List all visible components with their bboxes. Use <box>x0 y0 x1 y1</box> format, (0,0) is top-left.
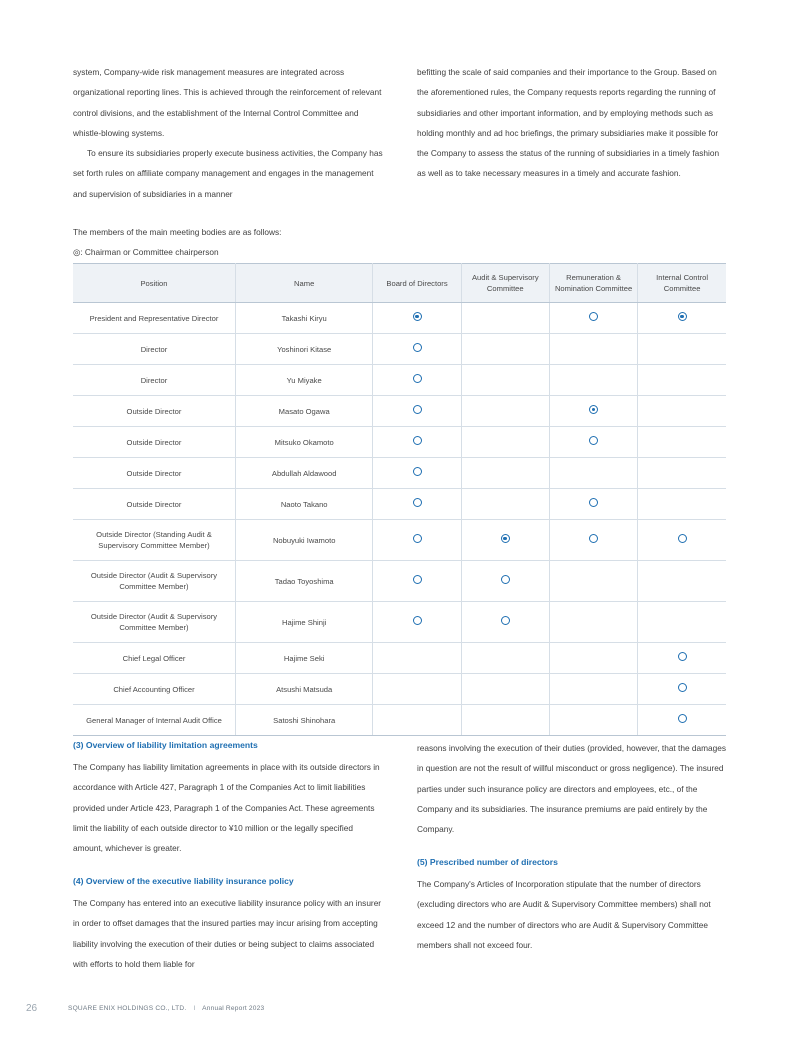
member-mark-icon <box>589 312 598 321</box>
empty-mark <box>501 343 510 352</box>
cell-name: Hajime Seki <box>235 643 372 674</box>
cell-internal-control-committee <box>638 489 726 520</box>
table-row <box>73 489 726 520</box>
cell-name: Nobuyuki Iwamoto <box>235 520 372 561</box>
cell-position: Director <box>73 334 235 365</box>
cell-name: Tadao Toyoshima <box>235 561 372 602</box>
member-mark-icon <box>413 616 422 625</box>
empty-mark <box>589 616 598 625</box>
cell-internal-control-committee <box>638 561 726 602</box>
table-row <box>73 602 726 643</box>
empty-mark <box>501 467 510 476</box>
member-mark-icon <box>413 436 422 445</box>
cell-remuneration-nomination-committee <box>549 365 637 396</box>
cell-audit-supervisory-committee <box>461 334 549 365</box>
member-mark-icon <box>589 498 598 507</box>
cell-position: Outside Director <box>73 489 235 520</box>
empty-mark <box>589 343 598 352</box>
member-mark-icon <box>413 374 422 383</box>
member-mark-icon <box>678 534 687 543</box>
cell-remuneration-nomination-committee <box>549 334 637 365</box>
cell-position: Outside Director (Audit & Supervisory Committee Member) <box>73 602 235 643</box>
member-mark-icon <box>413 343 422 352</box>
section-prescribed-number-of-directors <box>417 855 727 955</box>
paragraph: To ensure its subsidiaries properly execute business activities, the Company has set forth rules on affiliate company management and engages in the management and supervision of subsidiaries in a manner <box>73 148 383 199</box>
cell-audit-supervisory-committee <box>461 427 549 458</box>
table-row <box>73 643 726 674</box>
cell-position: Outside Director <box>73 427 235 458</box>
cell-board-of-directors <box>373 705 461 736</box>
empty-mark <box>413 652 422 661</box>
column-header-board-of-directors: Board of Directors <box>373 264 461 303</box>
empty-mark <box>678 343 687 352</box>
chairman-mark-icon <box>501 534 510 543</box>
empty-mark <box>589 374 598 383</box>
cell-audit-supervisory-committee <box>461 489 549 520</box>
cell-position: Outside Director (Standing Audit & Supervisory Committee Member) <box>73 520 235 561</box>
cell-position: Chief Accounting Officer <box>73 674 235 705</box>
cell-internal-control-committee <box>638 303 726 334</box>
cell-remuneration-nomination-committee <box>549 458 637 489</box>
cell-audit-supervisory-committee <box>461 303 549 334</box>
cell-remuneration-nomination-committee <box>549 674 637 705</box>
section-liability-limitation-agreements <box>73 738 383 858</box>
empty-mark <box>501 498 510 507</box>
footer-report: Annual Report 2023 <box>202 1005 265 1012</box>
cell-audit-supervisory-committee <box>461 561 549 602</box>
member-mark-icon <box>589 436 598 445</box>
section-heading: (4) Overview of the executive liability insurance policy <box>73 876 294 886</box>
member-mark-icon <box>678 683 687 692</box>
cell-position: General Manager of Internal Audit Office <box>73 705 235 736</box>
table-row <box>73 365 726 396</box>
footer-company: SQUARE ENIX HOLDINGS CO., LTD. <box>68 1005 187 1012</box>
cell-internal-control-committee <box>638 427 726 458</box>
cell-internal-control-committee <box>638 334 726 365</box>
cell-board-of-directors <box>373 643 461 674</box>
empty-mark <box>501 374 510 383</box>
footer-imprint <box>68 1005 264 1012</box>
section-body-continued: reasons involving the execution of their duties (provided, however, that the damages in question are not the result of willful misconduct or gross negligence). The insured parties under such insurance policy are directors and employees, etc., of the Company and its subsidiaries. The insurance premiums are paid entirely by the Company. <box>417 743 727 835</box>
cell-position: Outside Director <box>73 396 235 427</box>
cell-remuneration-nomination-committee <box>549 427 637 458</box>
table-intro <box>73 222 733 262</box>
cell-internal-control-committee <box>638 520 726 561</box>
empty-mark <box>413 714 422 723</box>
cell-remuneration-nomination-committee <box>549 489 637 520</box>
cell-name: Naoto Takano <box>235 489 372 520</box>
cell-remuneration-nomination-committee <box>549 705 637 736</box>
table-row <box>73 674 726 705</box>
column-header-name: Name <box>235 264 372 303</box>
cell-audit-supervisory-committee <box>461 674 549 705</box>
cell-board-of-directors <box>373 365 461 396</box>
cell-audit-supervisory-committee <box>461 705 549 736</box>
cell-name: Atsushi Matsuda <box>235 674 372 705</box>
member-mark-icon <box>678 652 687 661</box>
cell-internal-control-committee <box>638 643 726 674</box>
page-number: 26 <box>26 1003 38 1014</box>
cell-board-of-directors <box>373 520 461 561</box>
cell-internal-control-committee <box>638 396 726 427</box>
table-row <box>73 303 726 334</box>
paragraph: system, Company-wide risk management measures are integrated across organizational reporting lines. This is achieved through the reinforcement of relevant control divisions, and the establishment of the Internal Control Committee and whistle-blowing systems. <box>73 67 382 138</box>
cell-internal-control-committee <box>638 602 726 643</box>
column-header-remuneration-nomination-committee: Remuneration & Nomination Committee <box>549 264 637 303</box>
empty-mark <box>589 575 598 584</box>
table-row <box>73 520 726 561</box>
cell-name: Hajime Shinji <box>235 602 372 643</box>
top-right-column <box>417 62 727 184</box>
cell-name: Masato Ogawa <box>235 396 372 427</box>
table-legend: ◎: Chairman or Committee chairperson <box>73 247 219 257</box>
empty-mark <box>678 436 687 445</box>
chairman-mark-icon <box>678 312 687 321</box>
cell-remuneration-nomination-committee <box>549 520 637 561</box>
table-row <box>73 561 726 602</box>
empty-mark <box>501 436 510 445</box>
cell-position: Outside Director <box>73 458 235 489</box>
empty-mark <box>678 374 687 383</box>
section-executive-liability-insurance <box>73 874 383 974</box>
section-executive-liability-insurance-continued <box>417 738 727 839</box>
page-footer <box>0 1000 800 1041</box>
cell-name: Takashi Kiryu <box>235 303 372 334</box>
column-header-internal-control-committee: Internal Control Committee <box>638 264 726 303</box>
member-mark-icon <box>501 616 510 625</box>
cell-position: Director <box>73 365 235 396</box>
member-mark-icon <box>413 405 422 414</box>
cell-remuneration-nomination-committee <box>549 303 637 334</box>
cell-board-of-directors <box>373 396 461 427</box>
cell-internal-control-committee <box>638 365 726 396</box>
empty-mark <box>589 467 598 476</box>
column-header-audit-supervisory-committee: Audit & Supervisory Committee <box>461 264 549 303</box>
cell-audit-supervisory-committee <box>461 520 549 561</box>
cell-remuneration-nomination-committee <box>549 561 637 602</box>
empty-mark <box>501 652 510 661</box>
cell-audit-supervisory-committee <box>461 396 549 427</box>
cell-remuneration-nomination-committee <box>549 602 637 643</box>
footer-separator: I <box>193 1005 196 1012</box>
empty-mark <box>501 714 510 723</box>
chairman-mark-icon <box>413 312 422 321</box>
empty-mark <box>589 714 598 723</box>
empty-mark <box>678 467 687 476</box>
cell-board-of-directors <box>373 674 461 705</box>
empty-mark <box>589 652 598 661</box>
empty-mark <box>678 616 687 625</box>
paragraph: befitting the scale of said companies and their importance to the Group. Based on the aforementioned rules, the Company requests reports regarding the running of subsidiaries and other important information, and by employing methods such as holding monthly and ad hoc briefings, the primary subsidiaries make it possible for the Company to assess the status of the running of subsidiaries in a timely fashion as well as to take necessary measures in a timely and accurate fashion. <box>417 67 720 179</box>
section-body: The Company has liability limitation agreements in place with its outside directors in accordance with Article 427, Paragraph 1 of the Companies Act to limit liabilities provided under Article 423, Paragraph 1 of the Companies Act. These agreements limit the liability of each outside director to ¥10 million or the legally specified amount, whichever is greater. <box>73 762 380 854</box>
section-body: The Company's Articles of Incorporation stipulate that the number of directors (excluding directors who are Audit & Supervisory Committee members) shall not exceed 12 and the number of directors who are Audit & Supervisory Committee members shall not exceed four. <box>417 879 711 950</box>
table-row <box>73 396 726 427</box>
empty-mark <box>501 405 510 414</box>
cell-board-of-directors <box>373 489 461 520</box>
cell-position: Outside Director (Audit & Supervisory Committee Member) <box>73 561 235 602</box>
cell-audit-supervisory-committee <box>461 458 549 489</box>
cell-remuneration-nomination-committee <box>549 643 637 674</box>
table-row <box>73 334 726 365</box>
cell-board-of-directors <box>373 334 461 365</box>
cell-name: Mitsuko Okamoto <box>235 427 372 458</box>
section-heading: (3) Overview of liability limitation agreements <box>73 740 258 750</box>
member-mark-icon <box>413 498 422 507</box>
member-mark-icon <box>501 575 510 584</box>
member-mark-icon <box>678 714 687 723</box>
cell-audit-supervisory-committee <box>461 643 549 674</box>
table-intro-line: The members of the main meeting bodies are as follows: <box>73 227 282 237</box>
empty-mark <box>678 575 687 584</box>
cell-name: Satoshi Shinohara <box>235 705 372 736</box>
empty-mark <box>589 683 598 692</box>
members-table <box>73 263 726 736</box>
member-mark-icon <box>413 467 422 476</box>
cell-internal-control-committee <box>638 674 726 705</box>
cell-board-of-directors <box>373 303 461 334</box>
cell-board-of-directors <box>373 602 461 643</box>
member-mark-icon <box>589 534 598 543</box>
cell-name: Abdullah Aldawood <box>235 458 372 489</box>
member-mark-icon <box>413 575 422 584</box>
table-row <box>73 458 726 489</box>
cell-audit-supervisory-committee <box>461 365 549 396</box>
section-body: The Company has entered into an executive liability insurance policy with an insurer in order to offset damages that the insured parties may incur arising from accepting liability involving the execution of their duties or being subject to claims associated with efforts to hold them liable for <box>73 898 382 969</box>
cell-audit-supervisory-committee <box>461 602 549 643</box>
empty-mark <box>413 683 422 692</box>
table-header-row <box>73 264 726 303</box>
top-left-column <box>73 62 383 204</box>
cell-board-of-directors <box>373 561 461 602</box>
cell-position: President and Representative Director <box>73 303 235 334</box>
cell-remuneration-nomination-committee <box>549 396 637 427</box>
column-header-position: Position <box>73 264 235 303</box>
cell-position: Chief Legal Officer <box>73 643 235 674</box>
empty-mark <box>678 405 687 414</box>
cell-name: Yoshinori Kitase <box>235 334 372 365</box>
cell-board-of-directors <box>373 458 461 489</box>
cell-internal-control-committee <box>638 458 726 489</box>
section-heading: (5) Prescribed number of directors <box>417 857 558 867</box>
chairman-mark-icon <box>589 405 598 414</box>
empty-mark <box>678 498 687 507</box>
member-mark-icon <box>413 534 422 543</box>
cell-board-of-directors <box>373 427 461 458</box>
cell-internal-control-committee <box>638 705 726 736</box>
table-row <box>73 705 726 736</box>
table-row <box>73 427 726 458</box>
empty-mark <box>501 683 510 692</box>
empty-mark <box>501 312 510 321</box>
cell-name: Yu Miyake <box>235 365 372 396</box>
